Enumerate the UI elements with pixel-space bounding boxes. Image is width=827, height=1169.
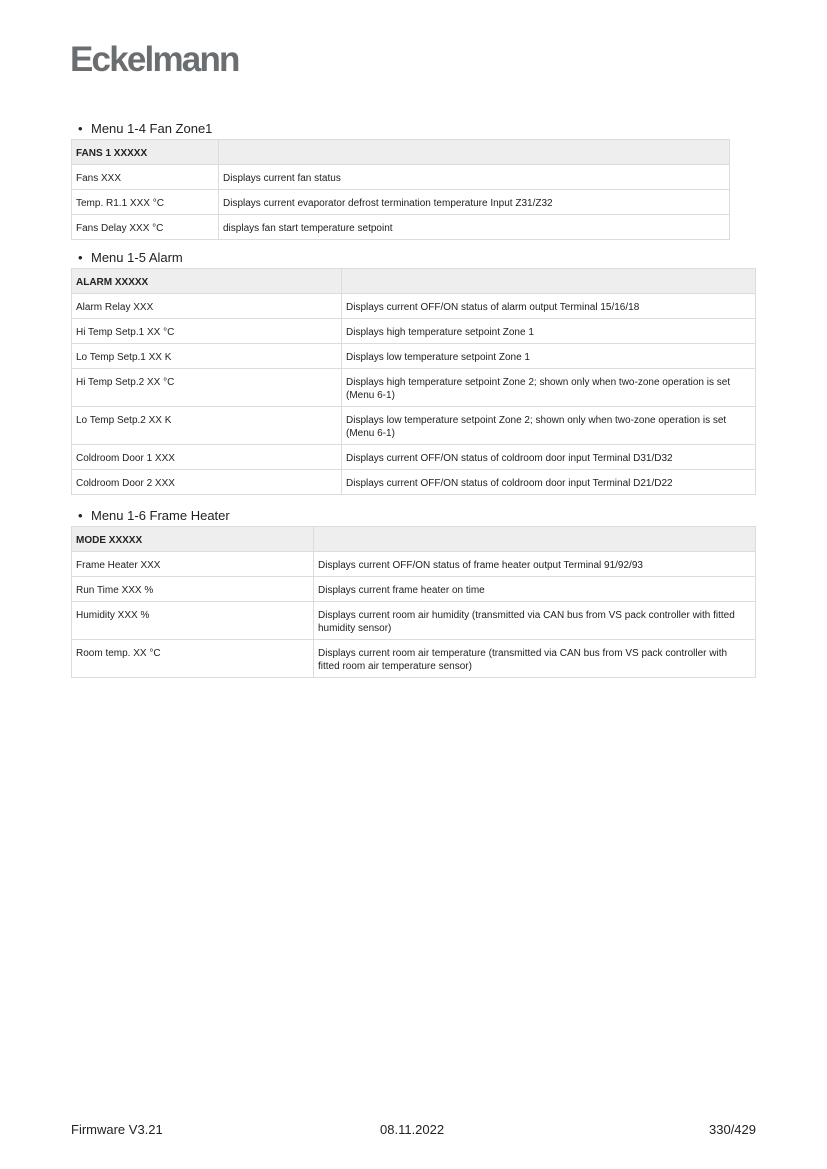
param-description: Displays current fan status bbox=[223, 173, 341, 184]
table-row bbox=[72, 552, 756, 577]
section-menu-1-4 bbox=[71, 120, 730, 240]
eckelmann-logo: Eckelmann bbox=[70, 40, 239, 79]
table-row bbox=[72, 407, 756, 445]
table-row bbox=[72, 470, 756, 495]
param-name: Humidity XXX % bbox=[76, 610, 150, 621]
section-heading-text: Menu 1-4 Fan Zone1 bbox=[91, 121, 213, 136]
table-row bbox=[72, 319, 756, 344]
param-name: Lo Temp Setp.2 XX K bbox=[76, 415, 172, 426]
param-description: Displays low temperature setpoint Zone 1 bbox=[346, 352, 530, 363]
table-row bbox=[72, 445, 756, 470]
param-description: Displays high temperature setpoint Zone 1 bbox=[346, 327, 534, 338]
param-description: Displays current OFF/ON status of coldroom door input Terminal D31/D32 bbox=[346, 453, 673, 464]
fans-table bbox=[71, 139, 730, 240]
table-header-row bbox=[72, 269, 756, 294]
section-heading: • Menu 1-6 Frame Heater bbox=[78, 508, 230, 523]
table-row bbox=[72, 369, 756, 407]
table-row bbox=[72, 640, 756, 678]
section-menu-1-6 bbox=[71, 507, 756, 678]
section-menu-1-5 bbox=[71, 249, 756, 495]
section-heading: • Menu 1-5 Alarm bbox=[78, 250, 183, 265]
param-name: Hi Temp Setp.2 XX °C bbox=[76, 377, 175, 388]
table-row bbox=[72, 602, 756, 640]
param-description: Displays current evaporator defrost termination temperature Input Z31/Z32 bbox=[223, 198, 553, 209]
param-name: Frame Heater XXX bbox=[76, 560, 161, 571]
param-name: Lo Temp Setp.1 XX K bbox=[76, 352, 172, 363]
table-row bbox=[72, 215, 730, 240]
table-row bbox=[72, 577, 756, 602]
table-header-row bbox=[72, 140, 730, 165]
param-description: Displays current OFF/ON status of frame heater output Terminal 91/92/93 bbox=[318, 560, 643, 571]
param-name: Temp. R1.1 XXX °C bbox=[76, 198, 164, 209]
param-name: Fans XXX bbox=[76, 173, 122, 184]
section-heading-text: Menu 1-6 Frame Heater bbox=[91, 508, 230, 523]
alarm-table bbox=[71, 268, 756, 495]
section-heading: • Menu 1-4 Fan Zone1 bbox=[78, 121, 213, 136]
frame-heater-table bbox=[71, 526, 756, 678]
footer-date: 08.11.2022 bbox=[380, 1122, 445, 1137]
table-row bbox=[72, 190, 730, 215]
param-description: Displays low temperature setpoint Zone 2; shown only when two-zone operation is set (Menu 6-1) bbox=[346, 415, 727, 439]
param-description: Displays current room air temperature (transmitted via CAN bus from VS pack controller with fitted room air temperature sensor) bbox=[318, 648, 728, 672]
table-row bbox=[72, 294, 756, 319]
param-name: Hi Temp Setp.1 XX °C bbox=[76, 327, 175, 338]
param-name: Run Time XXX % bbox=[76, 585, 154, 596]
param-description: Displays current OFF/ON status of coldroom door input Terminal D21/D22 bbox=[346, 478, 673, 489]
table-header-cell: FANS 1 XXXXX bbox=[76, 148, 148, 159]
param-description: Displays current room air humidity (transmitted via CAN bus from VS pack controller with fitted humidity sensor) bbox=[318, 610, 735, 634]
param-description: displays fan start temperature setpoint bbox=[223, 223, 393, 234]
table-header-cell: ALARM XXXXX bbox=[76, 277, 149, 288]
section-heading-text: Menu 1-5 Alarm bbox=[91, 250, 183, 265]
table-row bbox=[72, 165, 730, 190]
table-header-cell: MODE XXXXX bbox=[76, 535, 143, 546]
param-name: Alarm Relay XXX bbox=[76, 302, 154, 313]
param-name: Room temp. XX °C bbox=[76, 648, 161, 659]
param-name: Fans Delay XXX °C bbox=[76, 223, 164, 234]
table-row bbox=[72, 344, 756, 369]
footer-page-number: 330/429 bbox=[709, 1122, 756, 1137]
param-name: Coldroom Door 1 XXX bbox=[76, 453, 175, 464]
param-description: Displays current frame heater on time bbox=[318, 585, 485, 596]
param-description: Displays high temperature setpoint Zone 2; shown only when two-zone operation is set (Menu 6-1) bbox=[346, 377, 731, 401]
param-description: Displays current OFF/ON status of alarm output Terminal 15/16/18 bbox=[346, 302, 640, 313]
footer-firmware: Firmware V3.21 bbox=[71, 1122, 163, 1137]
param-name: Coldroom Door 2 XXX bbox=[76, 478, 175, 489]
table-header-row bbox=[72, 527, 756, 552]
